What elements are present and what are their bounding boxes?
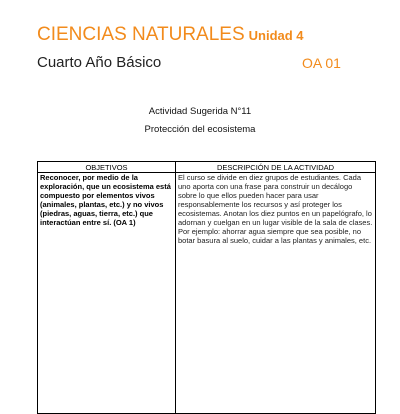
activity-number: Actividad Sugerida N°11 [148, 106, 252, 117]
descripcion-header: DESCRIPCIÓN DE LA ACTIVIDAD [176, 162, 376, 173]
activity-table [37, 161, 376, 414]
subject-title: CIENCIAS NATURALES [37, 24, 245, 45]
objetivos-header: OBJETIVOS [38, 162, 176, 173]
activity-name: Protección del ecosistema [144, 124, 256, 135]
page-title [37, 24, 304, 47]
unit-label: Unidad 4 [248, 28, 304, 43]
table-row [38, 173, 376, 414]
objetivo-cell: Reconocer, por medio de la exploración, que un ecosistema está compuesto por elementos vivos (animales, plantas, etc.) y no vivos (piedras, aguas, tierra, etc.) que interactúan entre sí. (OA 1) [38, 173, 176, 414]
oa-label: OA 01 [302, 55, 341, 71]
table-header-row [38, 162, 376, 173]
grade-label: Cuarto Año Básico [37, 54, 162, 71]
descripcion-cell: El curso se divide en diez grupos de estudiantes. Cada uno aporta con una frase para construir un decálogo sobre lo que ellos pueden hacer para usar responsablemente los recursos y así proteger los ecosistemas. Anotan los diez puntos en un papelógrafo, lo adornan y cuelgan en un lugar visible de la sala de clases. Por ejemplo: ahorrar agua siempre que sea posible, no botar basura al suelo, cuidar a las plantas y animales, etc. [176, 173, 376, 414]
